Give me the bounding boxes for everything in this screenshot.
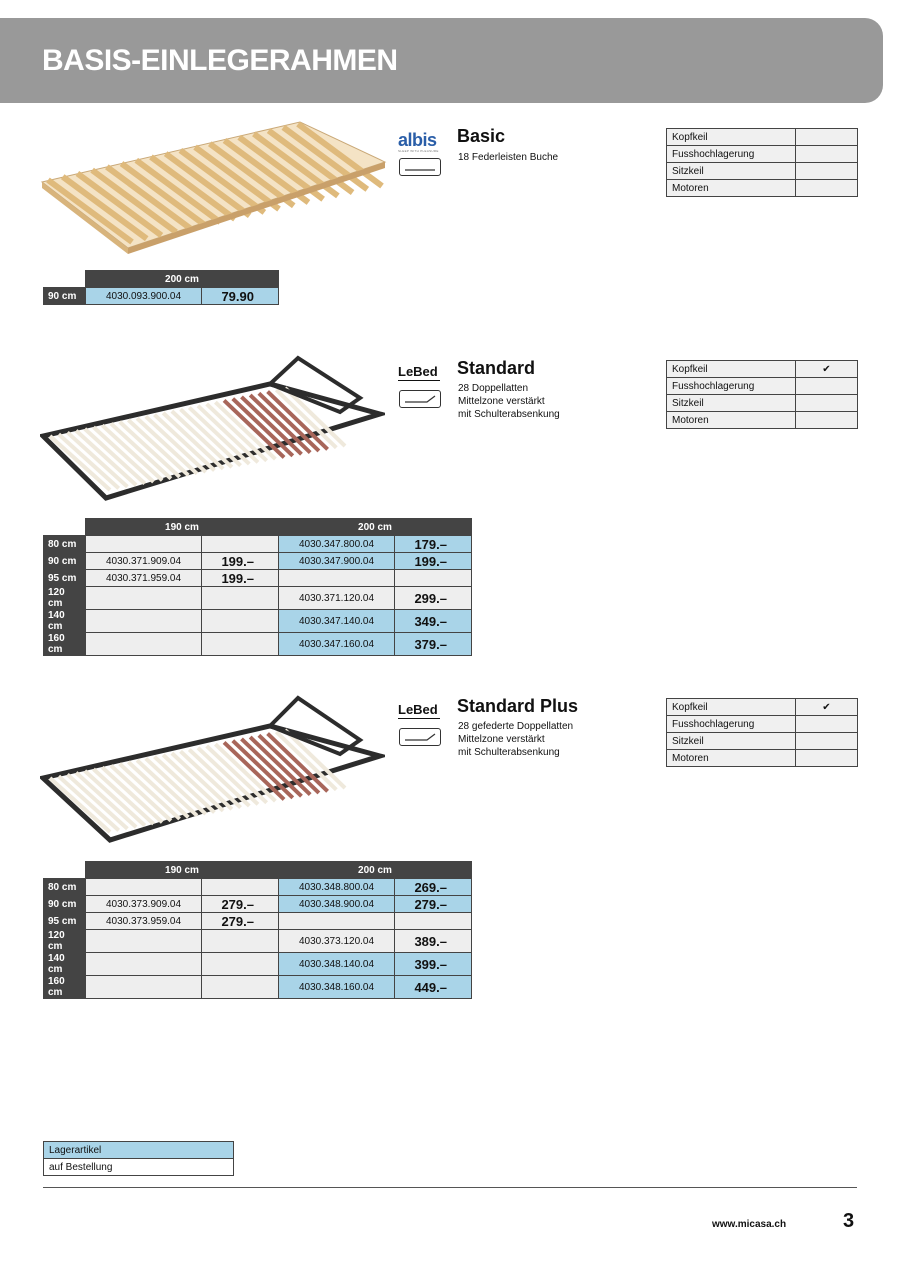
size-label: 90 cm: [44, 288, 86, 305]
article-number: 4030.371.120.04: [279, 587, 395, 610]
article-number: [86, 536, 202, 553]
adjustable-bed-icon: [399, 390, 441, 408]
article-number: 4030.373.120.04: [279, 930, 395, 953]
price: 199.–: [202, 553, 279, 570]
article-number: [86, 633, 202, 656]
column-header: 200 cm: [279, 862, 472, 879]
page-title: BASIS-EINLEGERAHMEN: [42, 44, 398, 77]
article-number: 4030.347.160.04: [279, 633, 395, 656]
product-title: Standard Plus: [457, 696, 579, 716]
desc-line: Mittelzone verstärkt: [458, 734, 545, 745]
article-number: [86, 587, 202, 610]
column-header: 200 cm: [86, 271, 279, 288]
feature-label: Fusshochlagerung: [667, 716, 796, 733]
price-table: [43, 270, 279, 305]
article-number: [86, 879, 202, 896]
table-row: [44, 976, 472, 999]
size-label: 90 cm: [44, 896, 86, 913]
brand-tagline: SLEEP WITH PLEASURE: [398, 149, 439, 153]
desc-line: mit Schulterabsenkung: [458, 747, 560, 758]
adjustable-bed-icon: [399, 728, 441, 746]
feature-check: [796, 395, 858, 412]
article-number: 4030.348.800.04: [279, 879, 395, 896]
feature-check: [796, 378, 858, 395]
article-number: [279, 570, 395, 587]
feature-label: Motoren: [667, 412, 796, 429]
desc-line: mit Schulterabsenkung: [458, 409, 560, 420]
price: [202, 610, 279, 633]
price: 379.–: [395, 633, 472, 656]
price: 179.–: [395, 536, 472, 553]
table-row: [44, 288, 279, 305]
feature-label: Sitzkeil: [667, 733, 796, 750]
price: [202, 879, 279, 896]
table-corner: [44, 519, 86, 536]
price: 199.–: [202, 570, 279, 587]
feature-label: Kopfkeil: [667, 699, 796, 716]
article-number: 4030.348.900.04: [279, 896, 395, 913]
product-description: [458, 720, 573, 759]
table-row: [44, 930, 472, 953]
table-row: [44, 553, 472, 570]
price: 449.–: [395, 976, 472, 999]
table-row: [44, 587, 472, 610]
article-number: 4030.348.140.04: [279, 953, 395, 976]
article-number: [86, 930, 202, 953]
feature-label: Sitzkeil: [667, 395, 796, 412]
table-corner: [44, 271, 86, 288]
brand-logo-lebed: [398, 702, 440, 719]
price-table: [43, 861, 472, 999]
article-number: [279, 913, 395, 930]
table-row: [44, 536, 472, 553]
feature-label: Motoren: [667, 750, 796, 767]
size-label: 160 cm: [44, 976, 86, 999]
size-label: 90 cm: [44, 553, 86, 570]
feature-check: [796, 412, 858, 429]
feature-check: [796, 129, 858, 146]
flat-bed-icon: [399, 158, 441, 176]
product-description: [458, 151, 558, 164]
brand-name: LeBed: [398, 364, 438, 379]
feature-table: [666, 128, 858, 197]
article-number: [86, 953, 202, 976]
feature-label: Sitzkeil: [667, 163, 796, 180]
price: [395, 913, 472, 930]
article-number: [86, 976, 202, 999]
feature-label: Motoren: [667, 180, 796, 197]
feature-label: Fusshochlagerung: [667, 378, 796, 395]
article-number: 4030.347.800.04: [279, 536, 395, 553]
table-row: [44, 570, 472, 587]
price: 389.–: [395, 930, 472, 953]
table-row: [44, 953, 472, 976]
article-number: 4030.093.900.04: [86, 288, 202, 305]
price: [202, 536, 279, 553]
feature-table: [666, 698, 858, 767]
size-label: 140 cm: [44, 953, 86, 976]
column-header: 200 cm: [279, 519, 472, 536]
article-number: 4030.347.140.04: [279, 610, 395, 633]
column-header: 190 cm: [86, 519, 279, 536]
article-number: [86, 610, 202, 633]
article-number: 4030.347.900.04: [279, 553, 395, 570]
feature-check: [796, 180, 858, 197]
price: 299.–: [395, 587, 472, 610]
feature-label: Fusshochlagerung: [667, 146, 796, 163]
page-header: [0, 18, 883, 103]
price: 279.–: [202, 896, 279, 913]
price: 349.–: [395, 610, 472, 633]
size-label: 160 cm: [44, 633, 86, 656]
page-number: 3: [843, 1210, 855, 1232]
price: 199.–: [395, 553, 472, 570]
price: [202, 953, 279, 976]
brand-name: albis: [398, 130, 437, 150]
price-table: [43, 518, 472, 656]
price: 79.90: [202, 288, 279, 305]
feature-check: [796, 716, 858, 733]
feature-check: [796, 733, 858, 750]
table-corner: [44, 862, 86, 879]
size-label: 95 cm: [44, 570, 86, 587]
article-number: 4030.373.909.04: [86, 896, 202, 913]
table-row: [44, 896, 472, 913]
article-number: 4030.371.909.04: [86, 553, 202, 570]
feature-label: Kopfkeil: [667, 361, 796, 378]
product-title: Standard: [457, 358, 536, 378]
legend-stock: Lagerartikel: [44, 1142, 234, 1159]
footer-divider: [43, 1187, 857, 1188]
feature-table: [666, 360, 858, 429]
product-image-standard: [40, 352, 385, 504]
legend-order: auf Bestellung: [44, 1159, 234, 1176]
desc-line: 18 Federleisten Buche: [458, 152, 559, 163]
feature-check: [796, 146, 858, 163]
product-image-standard-plus: [40, 690, 385, 845]
feature-check: ✔: [796, 699, 858, 716]
price: 279.–: [395, 896, 472, 913]
size-label: 80 cm: [44, 536, 86, 553]
feature-check: ✔: [796, 361, 858, 378]
column-header: 190 cm: [86, 862, 279, 879]
price: 279.–: [202, 913, 279, 930]
footer-url: www.micasa.ch: [712, 1219, 787, 1230]
size-label: 120 cm: [44, 930, 86, 953]
table-row: [44, 633, 472, 656]
brand-logo-albis: [398, 130, 439, 153]
price: [202, 930, 279, 953]
table-row: [44, 913, 472, 930]
brand-name: LeBed: [398, 702, 438, 717]
article-number: 4030.371.959.04: [86, 570, 202, 587]
price: 269.–: [395, 879, 472, 896]
size-label: 80 cm: [44, 879, 86, 896]
desc-line: 28 gefederte Doppellatten: [458, 721, 574, 732]
article-number: 4030.373.959.04: [86, 913, 202, 930]
feature-check: [796, 750, 858, 767]
desc-line: 28 Doppellatten: [458, 383, 529, 394]
price: [202, 633, 279, 656]
size-label: 120 cm: [44, 587, 86, 610]
product-image-basic: [40, 120, 388, 260]
price: [202, 976, 279, 999]
feature-label: Kopfkeil: [667, 129, 796, 146]
size-label: 140 cm: [44, 610, 86, 633]
product-description: [458, 382, 560, 421]
article-number: 4030.348.160.04: [279, 976, 395, 999]
price: 399.–: [395, 953, 472, 976]
price: [395, 570, 472, 587]
product-title: Basic: [457, 126, 506, 146]
size-label: 95 cm: [44, 913, 86, 930]
legend: [43, 1141, 234, 1176]
brand-logo-lebed: [398, 364, 440, 381]
table-row: [44, 879, 472, 896]
table-row: [44, 610, 472, 633]
feature-check: [796, 163, 858, 180]
price: [202, 587, 279, 610]
desc-line: Mittelzone verstärkt: [458, 396, 545, 407]
